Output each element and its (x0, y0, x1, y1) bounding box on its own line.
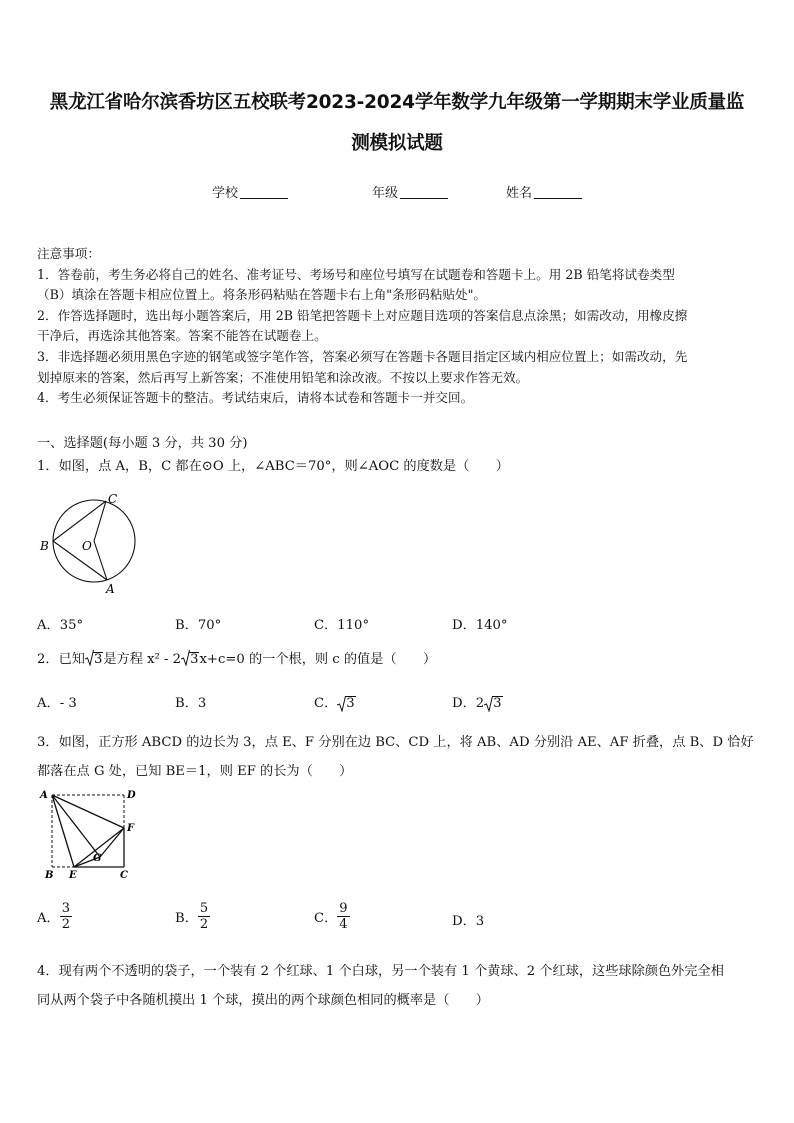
grade-field[interactable]: 年级 (372, 182, 448, 201)
question-2-stem: 2．已知 3是方程 x² - 2 3x+c=0 的一个根，则 c 的值是（ ） (37, 650, 759, 670)
exam-title-line1: 黑龙江省哈尔滨香坊区五校联考2023-2024学年数学九年级第一学期期末学业质量监 (49, 92, 745, 113)
label-b: B (40, 539, 49, 553)
sqrt-symbol: 3 (337, 696, 355, 711)
q1-option-d[interactable]: D．140° (452, 618, 508, 633)
label-a: A (40, 790, 48, 801)
label-g: G (93, 853, 102, 864)
sqrt-symbol: 3 (85, 650, 103, 670)
question-1-stem: 1．如图，点 A，B，C 都在⊙O 上，∠ABC＝70°，则∠AOC 的度数是（ ） (37, 459, 509, 474)
notes-line: 1．答卷前，考生务必将自己的姓名、准考证号、考场号和座位号填写在试题卷和答题卡上。用 2B 铅笔将试卷类型 (37, 266, 675, 282)
q2-option-d[interactable]: D．2 3 (452, 696, 502, 711)
q1-option-a[interactable]: A．35° (37, 618, 84, 633)
label-e: E (69, 870, 77, 881)
notes-line: （B）填涂在答题卡相应位置上。将条形码粘贴在答题卡右上角"条形码粘贴处"。 (37, 287, 487, 303)
q3-square-figure (36, 786, 146, 882)
label-d: D (127, 790, 136, 801)
q3-option-b[interactable]: B． $\frac{5}{2}$ (175, 901, 209, 932)
sqrt-symbol: 3 (181, 650, 199, 670)
q3-option-c[interactable]: C． $\frac{9}{4}$ (314, 901, 348, 932)
label-c: C (108, 492, 118, 506)
notes-block (37, 244, 759, 409)
label-b: B (45, 870, 54, 881)
label-o: O (82, 539, 92, 553)
section-heading: 一、选择题(每小题 3 分，共 30 分) (37, 436, 248, 451)
label-f: F (127, 823, 135, 834)
q3-option-a[interactable]: A． $\frac{3}{2}$ (37, 901, 70, 932)
question-4-stem: 4．现有两个不透明的袋子，一个装有 2 个红球、1 个白球，另一个装有 1 个黄球、2 个红球，这些球除颜色外完全相 同从两个袋子中各随机摸出 1 个球，摸出的两个球颜色相同的概率是（ ） (37, 964, 724, 1008)
exam-title-line2: 测模拟试题 (351, 133, 443, 154)
q2-option-a[interactable]: A．- 3 (37, 696, 77, 711)
notes-line: 4．考生必须保证答题卡的整洁。考试结束后，请将本试卷和答题卡一并交回。 (37, 390, 474, 406)
notes-line: 2．作答选择题时，选出每小题答案后，用 2B 铅笔把答题卡上对应题目选项的答案信息点涂黑；如需改动，用橡皮擦 (37, 307, 688, 323)
q2-option-c[interactable]: C． 3 (314, 696, 355, 711)
notes-heading: 注意事项： (37, 246, 100, 261)
notes-line: 划掉原来的答案，然后再写上新答案；不准使用铅笔和涂改液。不按以上要求作答无效。 (37, 369, 529, 385)
school-field[interactable]: 学校 (212, 182, 288, 201)
label-c: C (120, 870, 128, 881)
question-3-stem: 3．如图，正方形 ABCD 的边长为 3，点 E、F 分别在边 BC、CD 上，将 AB、AD 分别沿 AE、AF 折叠，点 B、D 恰好 都落在点 G 处，已知 BE＝1，则 EF 的长为（ ） (37, 735, 754, 779)
q1-option-c[interactable]: C．110° (314, 618, 370, 633)
notes-line: 干净后，再选涂其他答案。答案不能答在试题卷上。 (37, 328, 327, 344)
label-a: A (106, 582, 115, 596)
name-field[interactable]: 姓名 (506, 182, 582, 201)
notes-line: 3．非选择题必须用黑色字迹的钢笔或签字笔作答，答案必须写在答题卡各题目指定区域内相应位置上；如需改动，先 (37, 348, 688, 364)
q3-option-d[interactable]: D．3 (452, 914, 485, 929)
q2-option-b[interactable]: B．3 (175, 696, 207, 711)
q1-option-b[interactable]: B．70° (175, 618, 222, 633)
sqrt-symbol: 3 (484, 696, 502, 711)
q1-circle-figure (36, 490, 146, 598)
